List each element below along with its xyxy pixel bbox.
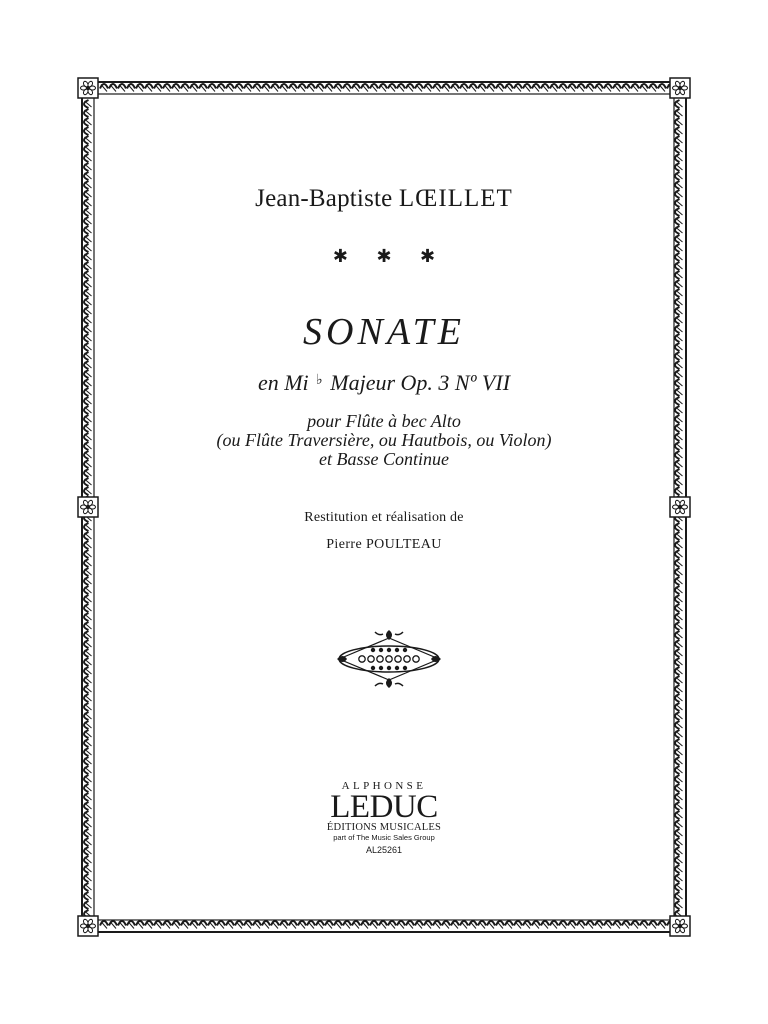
composer-name: [100, 185, 668, 213]
instrumentation: [100, 412, 668, 469]
publisher-logo: [100, 780, 668, 856]
instrumentation-line: et Basse Continue: [319, 449, 449, 469]
instrumentation-line: pour Flûte à bec Alto: [307, 411, 461, 431]
publisher-top-line: ALPHONSE: [341, 780, 427, 792]
asterisk-separator: ✱ ✱ ✱: [332, 246, 448, 266]
floral-ornament-icon: [335, 628, 443, 690]
arranger-name: Pierre POULTEAU: [326, 537, 442, 552]
instrumentation-line: (ou Flûte Traversière, ou Hautbois, ou Violon): [216, 430, 552, 450]
composer-last-name: LŒILLET: [398, 185, 513, 212]
key-prefix: en Mi: [257, 370, 309, 395]
publisher-name: LEDUC: [330, 789, 438, 825]
publisher-subtitle: ÉDITIONS MUSICALES: [326, 822, 442, 833]
work-title: SONATE: [303, 311, 465, 353]
work-key: [100, 370, 668, 396]
key-suffix: Majeur Op. 3 Nº VII: [330, 370, 511, 395]
flat-sign: ♭: [316, 373, 323, 388]
composer-first-name: Jean-Baptiste: [255, 185, 393, 212]
catalog-number: AL25261: [365, 845, 403, 855]
publisher-group: part of The Music Sales Group: [333, 833, 435, 842]
credit-label: Restitution et réalisation de: [304, 510, 464, 525]
